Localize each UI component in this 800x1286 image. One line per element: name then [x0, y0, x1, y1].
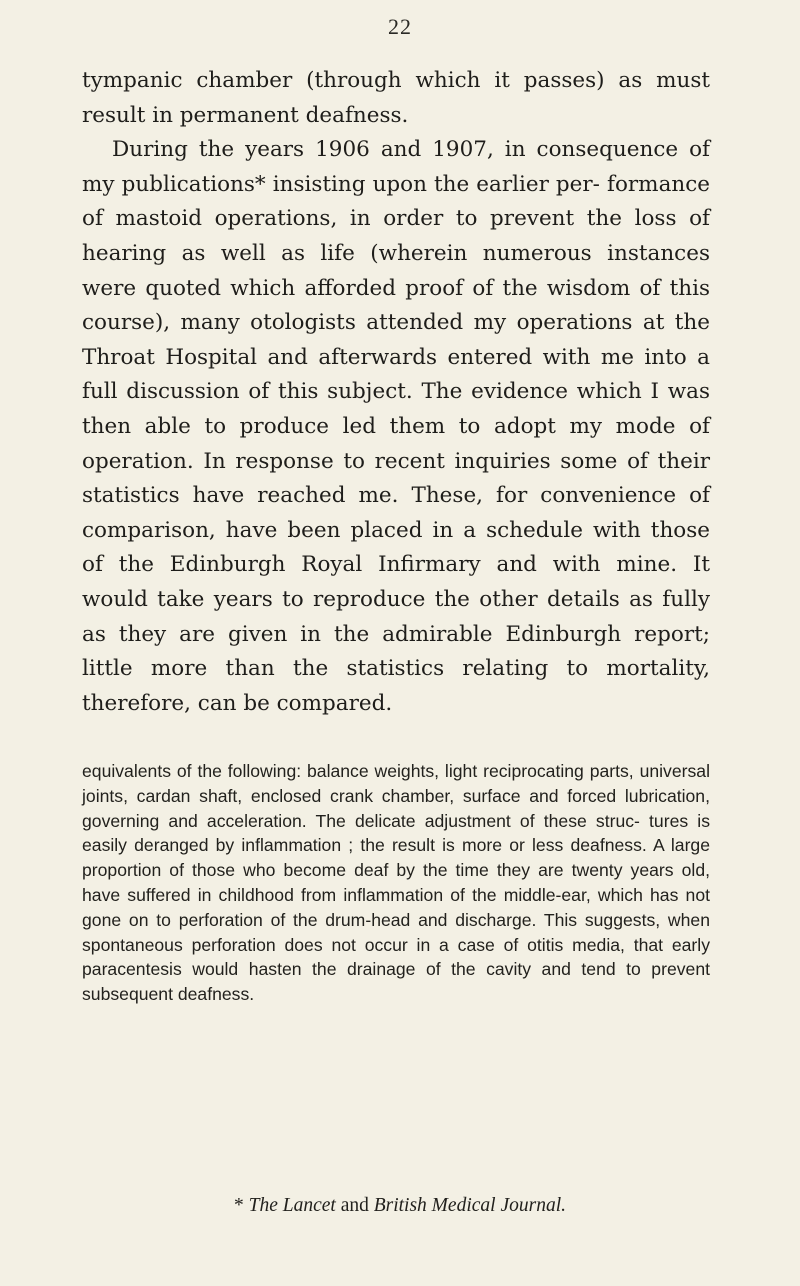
main-text: [82, 64, 710, 721]
paragraph-continuation: tympanic chamber (through which it passes) as must result in permanent deafness.: [82, 68, 710, 128]
page-number: 22: [388, 14, 412, 39]
footnote-paragraph: equivalents of the following: balance weights, light reciprocating parts, universal joints, cardan shaft, enclosed crank chamber, surface and forced lubrication, governing and acceleration. The delicate adjustment of these struc- tures is easily deranged by inflammation ; the result is more or less deafness. A large proportion of those who become deaf by the time they are twenty years old, have suffered in childhood from inflammation of the middle-ear, which has not gone on to perforation of the drum-head and discharge. This suggests, when spontaneous perforation does not occur in a case of otitis media, that early paracentesis would hasten the drainage of the cavity and tend to prevent subsequent deafness.: [82, 761, 710, 1005]
paragraph-statistics: During the years 1906 and 1907, in consequence of my publications* insisting upon the earlier per- formance of mastoid operations, in order to prevent the loss of hearing as well as life (wherein numerous instances were quoted which afforded proof of the wisdom of this course), many otologists attended my operations at the Throat Hospital and afterwards entered with me into a full discussion of this subject. The evidence which I was then able to produce led them to adopt my mode of operation. In response to recent inquiries some of their statistics have reached me. These, for convenience of comparison, have been placed in a schedule with those of the Edinburgh Royal Infirmary and with mine. It would take years to reproduce the other details as fully as they are given in the admirable Edinburgh report; little more than the statistics relating to mortality, therefore, can be compared.: [82, 137, 710, 716]
journal-bmj: British Medical Journal.: [373, 1195, 566, 1216]
footnote-continuation: [82, 759, 710, 1007]
footnote-marker: *: [233, 1195, 249, 1216]
footnote-conjunction: and: [335, 1195, 374, 1216]
footnote-reference: [0, 1195, 800, 1217]
journal-lancet: The Lancet: [248, 1195, 336, 1216]
